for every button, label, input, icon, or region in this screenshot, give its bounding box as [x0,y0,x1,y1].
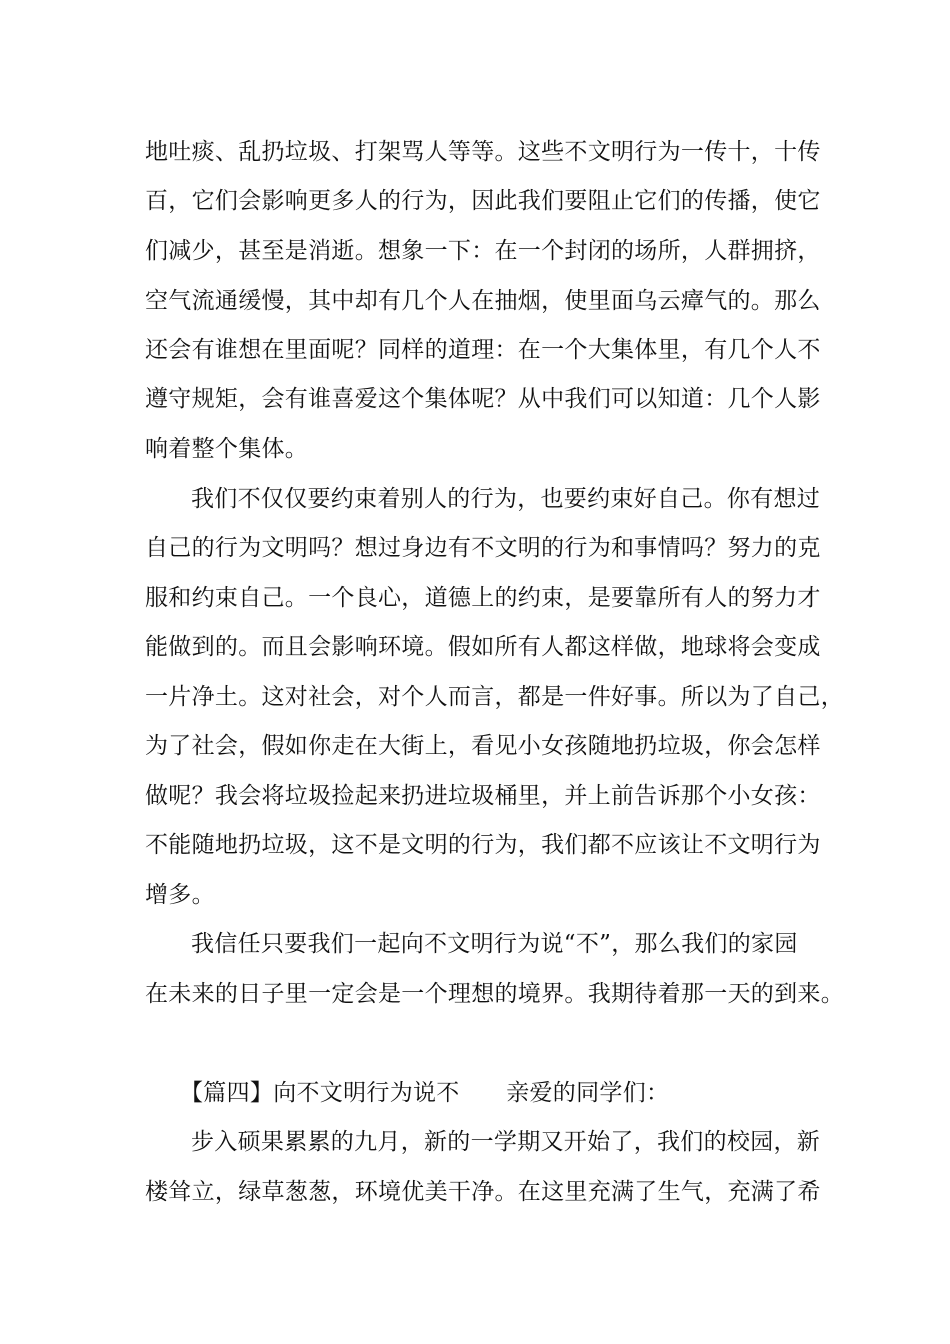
text-line: 增多。 [145,882,215,908]
text-line: 为了社会，假如你走在大街上，看见小女孩随地扔垃圾，你会怎样 [145,733,821,759]
text-line: 们减少，甚至是消逝。想象一下：在一个封闭的场所，人群拥挤， [145,238,821,264]
text-line: 楼耸立，绿草葱葱，环境优美干净。在这里充满了生气，充满了希 [145,1179,821,1205]
paragraph-first-line: 步入硕果累累的九月，新的一学期又开始了，我们的校园，新 [191,1129,821,1155]
text-line: 自己的行为文明吗？想过身边有不文明的行为和事情吗？努力的克 [145,535,821,561]
paragraph-first-line: 我们不仅仅要约束着别人的行为，也要约束好自己。你有想过 [191,486,821,512]
paragraph-first-line: 我信任只要我们一起向不文明行为说“不”，那么我们的家园 [191,931,798,957]
text-line: 不能随地扔垃圾，这不是文明的行为，我们都不应该让不文明行为 [145,832,821,858]
text-line: 地吐痰、乱扔垃圾、打架骂人等等。这些不文明行为一传十，十传 [145,139,821,165]
text-line: 做呢？我会将垃圾捡起来扔进垃圾桶里，并上前告诉那个小女孩： [145,783,821,809]
text-line: 在未来的日子里一定会是一个理想的境界。我期待着那一天的到来。 [145,981,844,1007]
text-line: 服和约束自己。一个良心，道德上的约束，是要靠所有人的努力才 [145,585,821,611]
text-line: 百，它们会影响更多人的行为，因此我们要阻止它们的传播，使它 [145,188,821,214]
text-line: 能做到的。而且会影响环境。假如所有人都这样做，地球将会变成 [145,634,821,660]
text-line: 还会有谁想在里面呢？同样的道理：在一个大集体里，有几个人不 [145,337,821,363]
text-line: 遵守规矩，会有谁喜爱这个集体呢？从中我们可以知道：几个人影 [145,386,821,412]
text-line: 响着整个集体。 [145,436,309,462]
text-line: 一片净土。这对社会，对个人而言，都是一件好事。所以为了自己， [145,684,844,710]
section-heading: 【篇四】向不文明行为说不 亲爱的同学们： [180,1080,670,1106]
text-line: 空气流通缓慢，其中却有几个人在抽烟，使里面乌云瘴气的。那么 [145,288,821,314]
